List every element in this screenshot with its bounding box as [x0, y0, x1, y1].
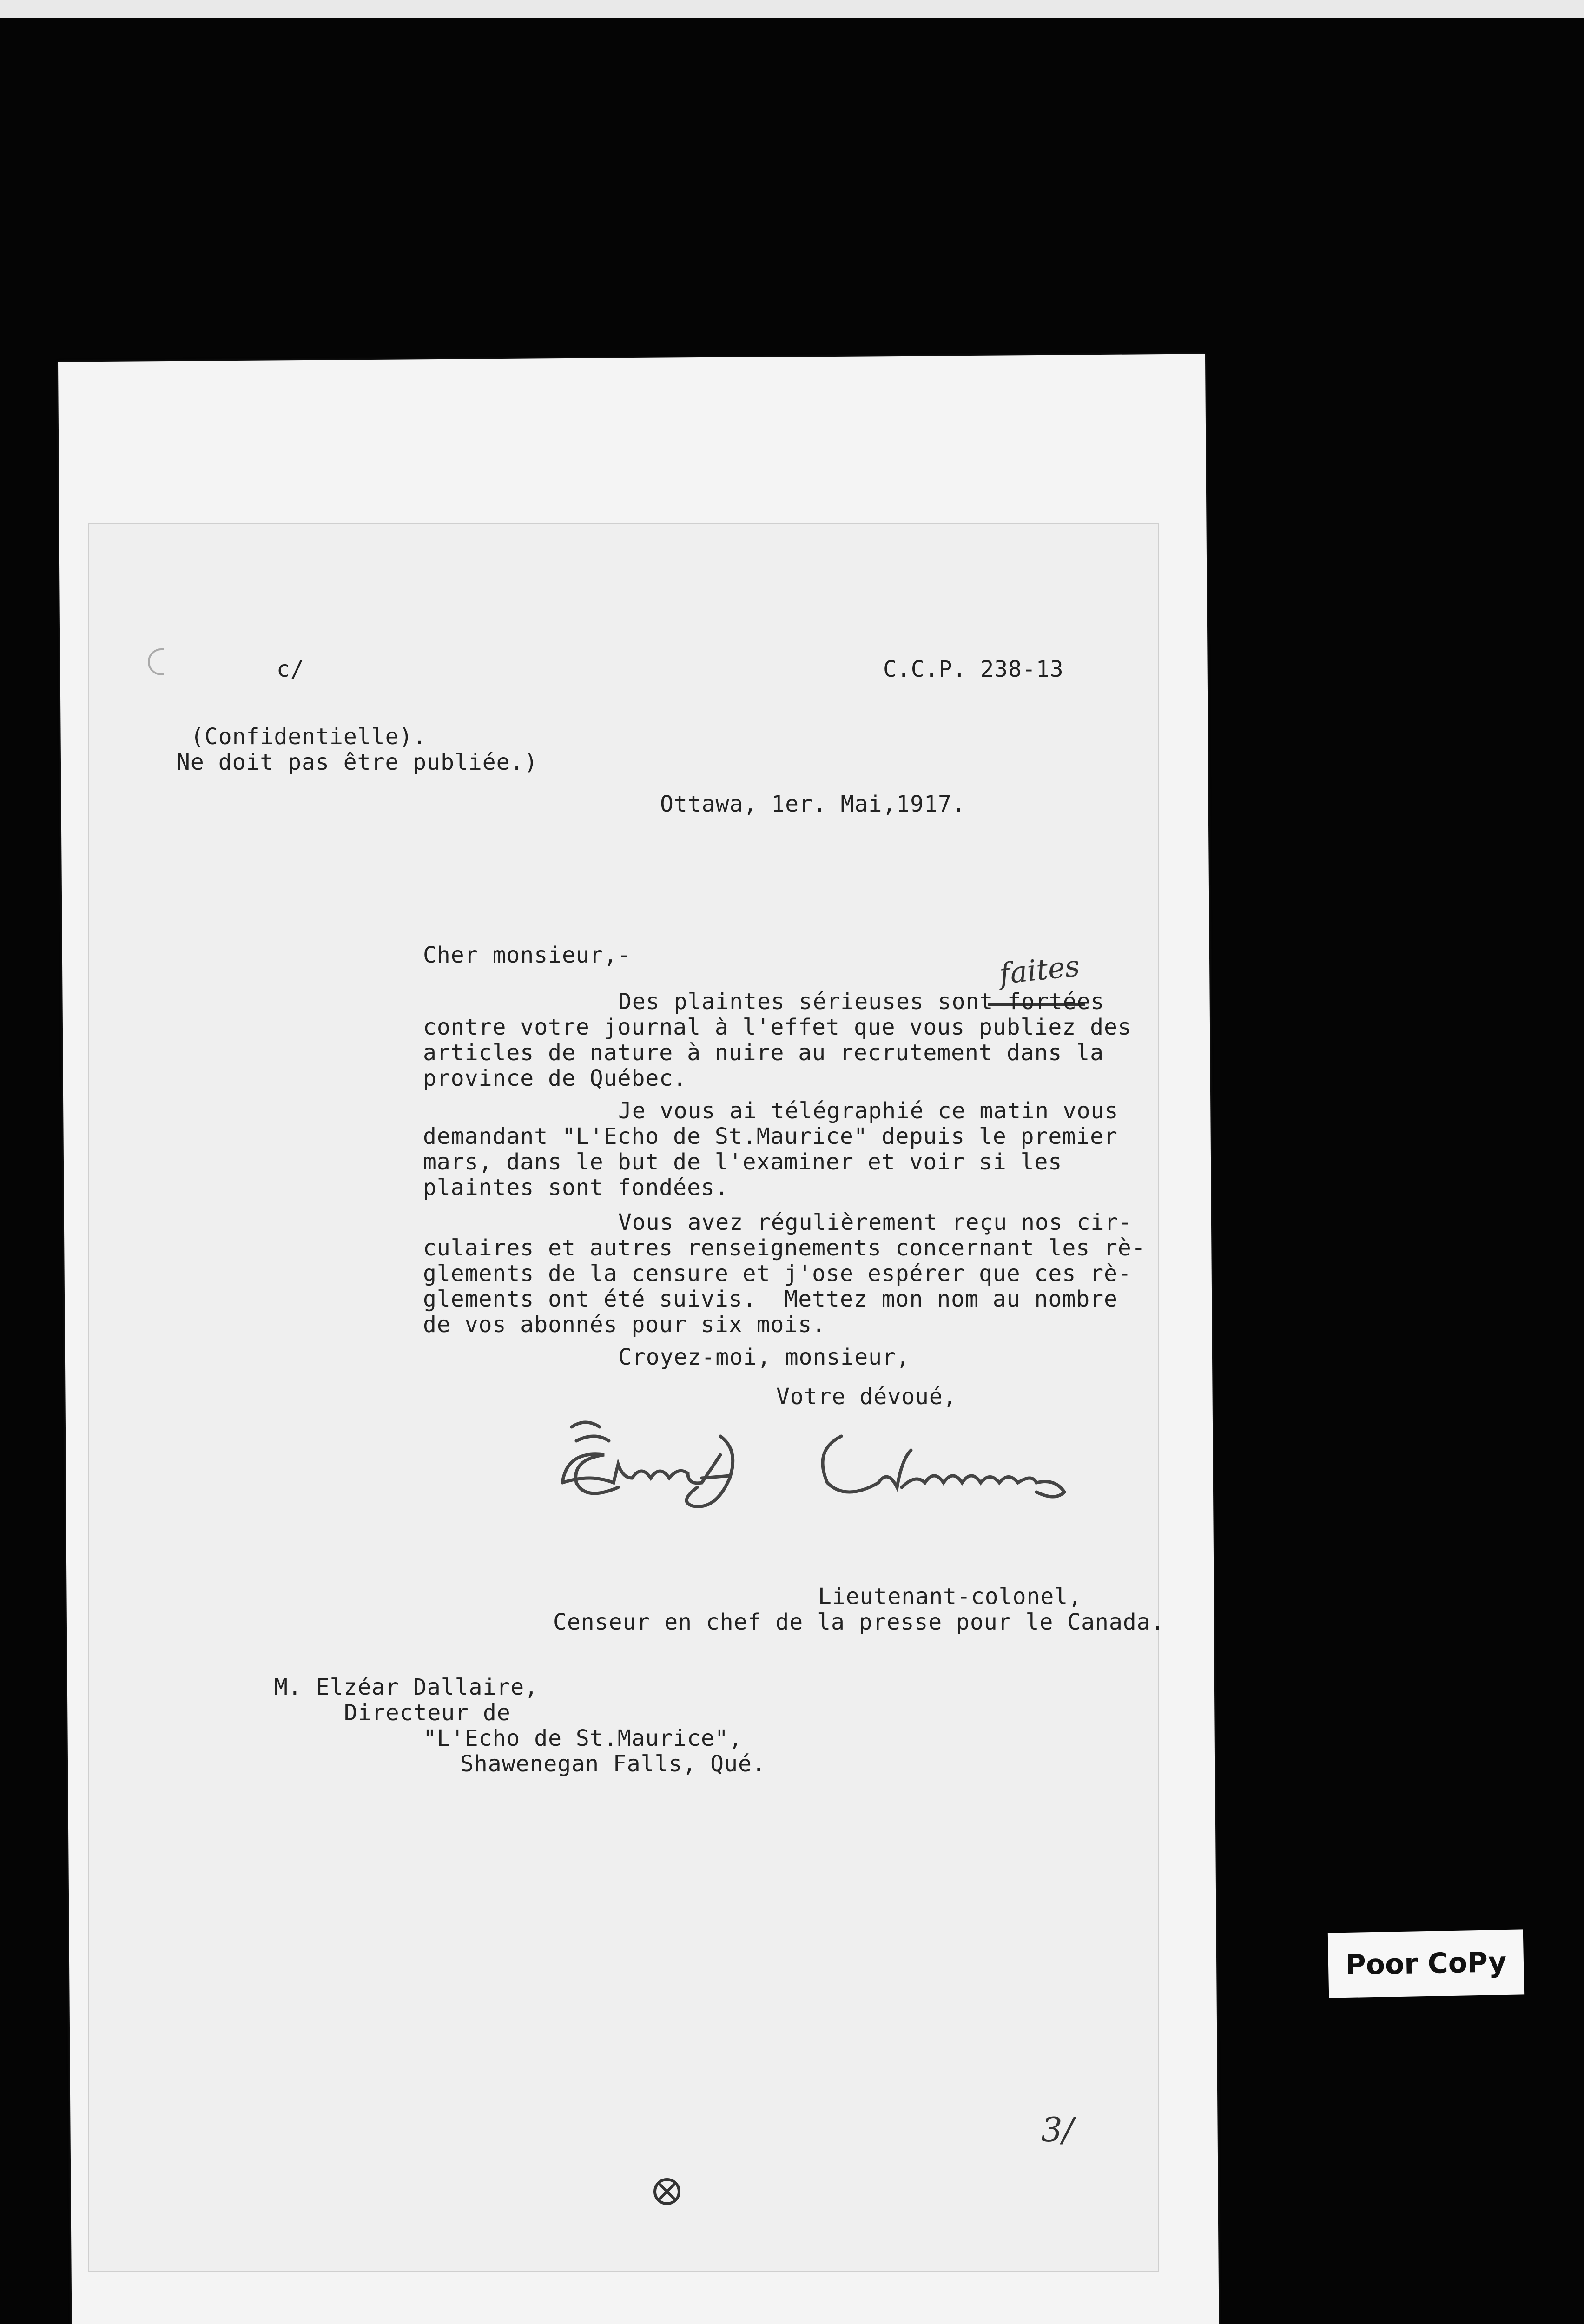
paragraph-3-line-2: culaires et autres renseignements concernant les rè-: [423, 1235, 1146, 1261]
carbon-copy-mark: c/: [277, 656, 304, 682]
handwritten-correction: faites: [997, 949, 1082, 991]
confidential-line-2: Ne doit pas être publiée.): [177, 749, 538, 775]
letter-page: [88, 523, 1159, 2272]
poor-copy-note: Poor CoPy: [1328, 1929, 1524, 1998]
addressee-line-4: Shawenegan Falls, Qué.: [460, 1751, 766, 1777]
addressee-line-3: "L'Echo de St.Maurice",: [423, 1725, 743, 1751]
paragraph-2-line-4: plaintes sont fondées.: [423, 1175, 729, 1201]
signatory-role: Censeur en chef de la presse pour le Canada.: [553, 1609, 1165, 1635]
paragraph-3-line-4: glements ont été suivis. Mettez mon nom au nombre: [423, 1286, 1118, 1312]
confidential-line-1: (Confidentielle).: [191, 724, 427, 750]
film-top-edge: [0, 0, 1584, 18]
closing-line-2: Votre dévoué,: [776, 1384, 957, 1410]
paragraph-2-line-3: mars, dans le but de l'examiner et voir si les: [423, 1149, 1063, 1175]
paragraph-2-line-2: demandant "L'Echo de St.Maurice" depuis le premier: [423, 1123, 1118, 1149]
addressee-line-1: M. Elzéar Dallaire,: [274, 1674, 539, 1700]
addressee-line-2: Directeur de: [344, 1700, 511, 1726]
paragraph-1-line-2: contre votre journal à l'effet que vous publiez des: [423, 1014, 1132, 1040]
paragraph-1-line-3: articles de nature à nuire au recrutement dans la: [423, 1040, 1104, 1066]
circled-cross-mark: [651, 2175, 683, 2208]
salutation: Cher monsieur,-: [423, 942, 632, 968]
paragraph-2-line-1: Je vous ai télégraphié ce matin vous: [618, 1098, 1119, 1124]
dateline: Ottawa, 1er. Mai,1917.: [660, 791, 966, 817]
closing-line-1: Croyez-moi, monsieur,: [618, 1344, 910, 1370]
paragraph-3-line-3: glements de la censure et j'ose espérer que ces rè-: [423, 1261, 1132, 1287]
paragraph-1-line-4: province de Québec.: [423, 1065, 687, 1091]
handwritten-signature: [544, 1408, 1092, 1557]
page-number-mark: 3/: [1041, 2110, 1074, 2149]
paragraph-3-line-5: de vos abonnés pour six mois.: [423, 1312, 826, 1338]
signatory-title: Lieutenant-colonel,: [818, 1584, 1082, 1610]
paragraph-3-line-1: Vous avez régulièrement reçu nos cir-: [618, 1209, 1133, 1235]
file-reference: C.C.P. 238-13: [883, 656, 1064, 682]
paragraph-1-line-1: Des plaintes sérieuses sont fortées: [618, 989, 1105, 1015]
